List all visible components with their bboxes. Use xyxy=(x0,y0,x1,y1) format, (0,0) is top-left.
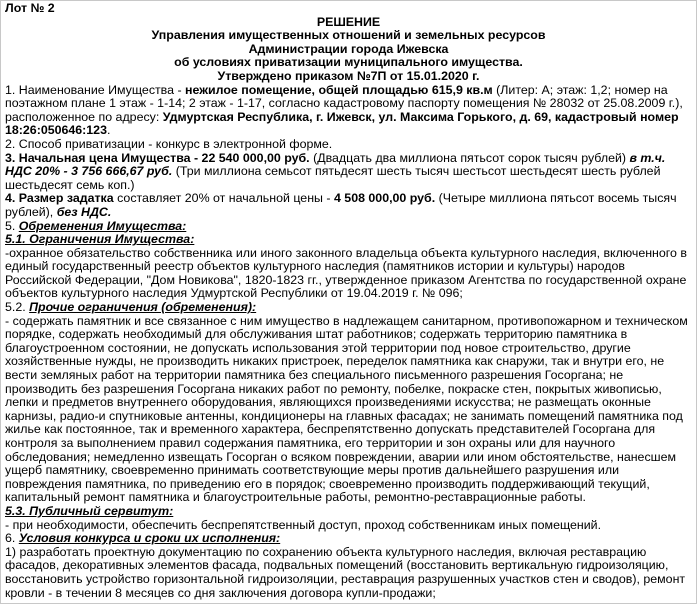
section-6-text: 1) разработать проектную документацию по сохранению объекта культурного наследия, включая реставрацию фасадов, декоративных элементов фасада, подвальных помещений (восстановить вертикальную гидроизоляцию, восстановить устройство горизонтальной гидроизоляции, реставрация разрушенных участков стен и сводов), ремонт кровли - в течении 8 месяцев со дня заключения договора купли-продажи; xyxy=(5,544,686,600)
item-4-amount: 4 508 000,00 руб. xyxy=(333,191,436,206)
header-line-4: Утверждено приказом №7П от 15.01.2020 г. xyxy=(217,68,480,83)
header-line-1: Управления имущественных отношений и земельных ресурсов xyxy=(151,28,546,43)
section-5-2-title: Прочие ограничения (обременения): xyxy=(29,300,257,315)
item-3-label: 3. Начальная цена Имущества - 22 540 000,00 руб. xyxy=(5,150,310,165)
section-5-num: 5. xyxy=(5,218,19,233)
item-3-initial-price xyxy=(5,152,692,193)
lot-number: Лот № 2 xyxy=(5,1,55,15)
item-3-vat-words: (Три миллиона семьсот пятьдесят шесть тысяч шестьсот шестьдесят шесть рублей шестьдесят семь коп.) xyxy=(5,164,661,192)
item-4-text: составляет 20% от начальной цены - xyxy=(113,191,334,206)
section-5-2-text: - содержать памятник и все связанное с ним имущество в надлежащем санитарном, противопожарном и техническом порядке, содержать необходимый для обслуживания штат работников; содержать территорию памятника в благоустроенном состоянии, не допускать использования этой территории под новое строительство, другие хозяйственные нужды, не производить никаких пристроек, переделок памятника как снаружи, так и внутри его, не вести земляных работ на территории памятника без специального письменного разрешения Госоргана; не производить без разрешения Госоргана никаких работ по ремонту, побелке, покраске стен, покрытых живописью, лепки и предметов внутреннего оборудования, являющихся произведениями искусства; не размещать оконные карнизы, радио-и спутниковые антенны, кондиционеры на главных фасадах; не занимать помещений памятника под жилье как постоянное, так и временного характера, беспрепятственно допускать представителей Госоргана для контроля за выполнением правил содержания памятника, его территории и зон охраны или для научного обследования; немедленно извещать Госорган о всяком повреждении, аварии или ином обстоятельстве, нанесшем ущерб памятнику, своевременно принимать соответствующие меры против дальнейшего разрушения или повреждения памятника, по приведению его в порядок; своевременно производить поддерживающий текущий, капитальный ремонт памятника и благоустроительные работы, ремонтно-реставрационные работы. xyxy=(5,313,688,505)
item-1-end: . xyxy=(106,123,111,138)
item-1-address: Удмуртская Республика, г. Ижевск, ул. Максима Горького, д. 69, кадастровый номер 18:26:050646:123 xyxy=(5,109,679,138)
decision-header xyxy=(5,16,692,84)
section-5-1-heading: 5.1. Ограничения Имущества: xyxy=(5,232,195,247)
section-5-title: Обременения Имущества: xyxy=(18,218,187,233)
section-5-heading xyxy=(5,220,692,234)
section-6-num: 6. xyxy=(5,531,19,546)
section-5-3-heading: 5.3. Публичный сервитут: xyxy=(5,503,174,518)
item-1-name: нежилое помещение, общей площадью 615,9 кв.м xyxy=(185,82,493,97)
section-5-3-text: - при необходимости, обеспечить беспрепятственный доступ, проход собственникам иных помещений. xyxy=(5,517,602,532)
item-1-property-name xyxy=(5,84,692,138)
item-4-words: (Четыре миллиона пятьсот восемь тысяч рублей), xyxy=(5,191,677,219)
section-5-1-text: -охранное обязательство собственника или иного законного владельца объекта культурного наследия, включенного в единый государственный реестр объектов культурного наследия (памятников истории и культуры) народов Российской Федерации, "Дом Новикова", 1820-1823 гг., утвержденное приказом Агентства по государственной охране объектов культурного наследия Удмуртской Республики от 19.04.2019 г. № 096; xyxy=(5,245,687,301)
section-6-heading xyxy=(5,532,692,546)
header-line-2: Администрации города Ижевска xyxy=(248,41,449,56)
header-line-3: об условиях приватизации муниципального имущества. xyxy=(174,55,523,70)
section-5-2-num: 5.2. xyxy=(5,300,30,315)
item-4-vat: без НДС. xyxy=(56,204,112,219)
item-3-vat: в т.ч. НДС 20% - 3 756 666,67 руб. xyxy=(5,150,666,179)
section-6-title: Условия конкурса и сроки их исполнения: xyxy=(18,531,281,546)
section-5-2-heading xyxy=(5,301,692,315)
item-1-prefix: 1. Наименование Имущества - xyxy=(5,82,186,97)
item-3-words: (Двадцать два миллиона пятьсот сорок тысяч рублей) xyxy=(309,150,630,165)
item-4-deposit xyxy=(5,192,692,219)
decision-title: РЕШЕНИЕ xyxy=(316,14,381,29)
item-4-label: 4. Размер задатка xyxy=(5,191,114,206)
item-2-privatization-method: 2. Способ приватизации - конкурс в электронной форме. xyxy=(5,136,333,151)
item-1-desc: (Литер: А; этаж: 1,2; номер на поэтажном плане 1 этаж - 1-14; 2 этаж - 1-17, согласно кадастровому паспорту помещения № 28032 от 25.08.2009 г.), расположенное по адресу: xyxy=(5,82,683,124)
